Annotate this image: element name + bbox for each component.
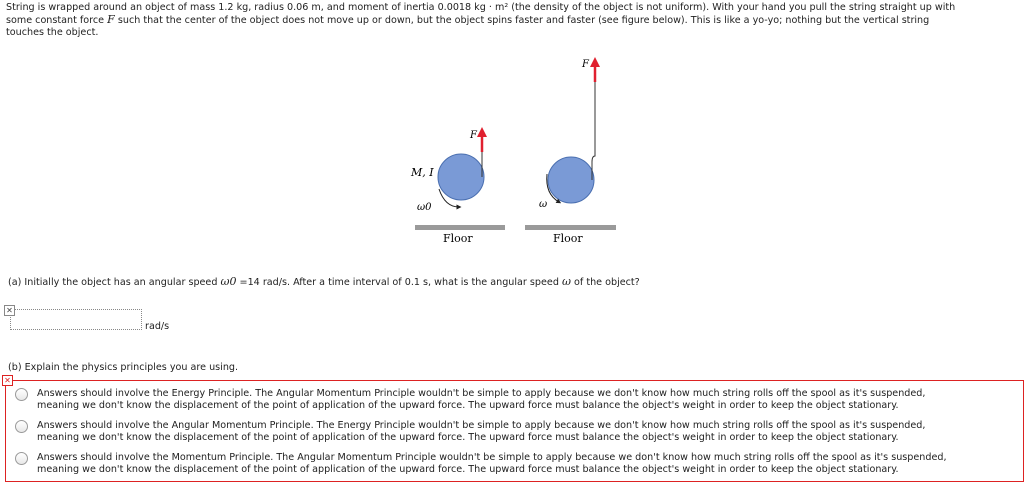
choice-line: meaning we don't know the displacement of the point of application of the upward force. The upward force must balance the object's weight in order to keep the object stationary. (37, 399, 899, 411)
angular-speed-input[interactable] (10, 309, 142, 330)
radio-button[interactable] (15, 420, 28, 433)
answer-choices (5, 380, 1024, 482)
intro-line-2-post: such that the center of the object does not move up or down, but the object spins faster and faster (see figure below). This is like a yo-yo; nothing but the vertical string (117, 15, 930, 27)
left-omega0-label: ω0 (417, 202, 432, 213)
omega0-symbol: ω0 (220, 275, 237, 288)
left-mass-label: M, I (411, 166, 434, 179)
left-force-label: F (470, 130, 477, 141)
part-a-question (8, 275, 640, 288)
left-spool (438, 154, 484, 200)
part-a-post: of the object? (574, 277, 640, 288)
radio-button[interactable] (15, 452, 28, 465)
unit-label: rad/s (145, 321, 170, 332)
choice-line: Answers should involve the Energy Principle. The Angular Momentum Principle wouldn't be simple to apply because we don't know how much string rolls off the spool as it's suspended, (37, 388, 926, 399)
right-omega-label: ω (539, 199, 548, 210)
right-floor (525, 225, 616, 230)
right-string (592, 74, 595, 180)
part-a-pre: (a) Initially the object has an angular speed (8, 277, 218, 288)
figure-svg (395, 52, 635, 252)
choice-text (37, 452, 997, 475)
incorrect-x-icon: ✕ (2, 375, 13, 386)
choice-text (37, 388, 997, 411)
radio-button[interactable] (15, 388, 28, 401)
force-symbol: F (107, 13, 115, 27)
right-force-label: F (582, 59, 589, 70)
choice-line: Answers should involve the Angular Momentum Principle. The Energy Principle wouldn't be simple to apply because we don't know how much string rolls off the spool as it's suspended, (37, 420, 926, 431)
part-a-eq: =14 rad/s. After a time interval of 0.1 s, what is the angular speed (239, 277, 559, 288)
choice-line: meaning we don't know the displacement of the point of application of the upward force. The upward force must balance the object's weight in order to keep the object stationary. (37, 431, 899, 443)
intro-line-3: touches the object. (6, 27, 99, 39)
omega-symbol: ω (561, 275, 571, 288)
incorrect-x-icon: ✕ (4, 305, 15, 316)
problem-statement (6, 2, 1024, 40)
left-floor-label: Floor (443, 232, 473, 245)
intro-line-1: String is wrapped around an object of mass 1.2 kg, radius 0.06 m, and moment of inertia 0.0018 kg · m² (the density of the object is not uniform). With your hand you pull the string straight up with (6, 2, 956, 13)
choice-line: meaning we don't know the displacement of the point of application of the upward force. The upward force must balance the object's weight in order to keep the object stationary. (37, 463, 899, 475)
choice-text (37, 420, 997, 443)
choice-line: Answers should involve the Momentum Principle. The Angular Momentum Principle wouldn't be simple to apply because we don't know how much string rolls off the spool as it's suspended, (37, 452, 947, 463)
right-spool (548, 157, 594, 203)
intro-line-2 (6, 14, 1024, 27)
right-floor-label: Floor (553, 232, 583, 245)
yo-yo-figure (395, 52, 635, 252)
part-b-question: (b) Explain the physics principles you are using. (8, 362, 239, 373)
intro-line-2-pre: some constant force (6, 15, 105, 27)
left-floor (415, 225, 505, 230)
